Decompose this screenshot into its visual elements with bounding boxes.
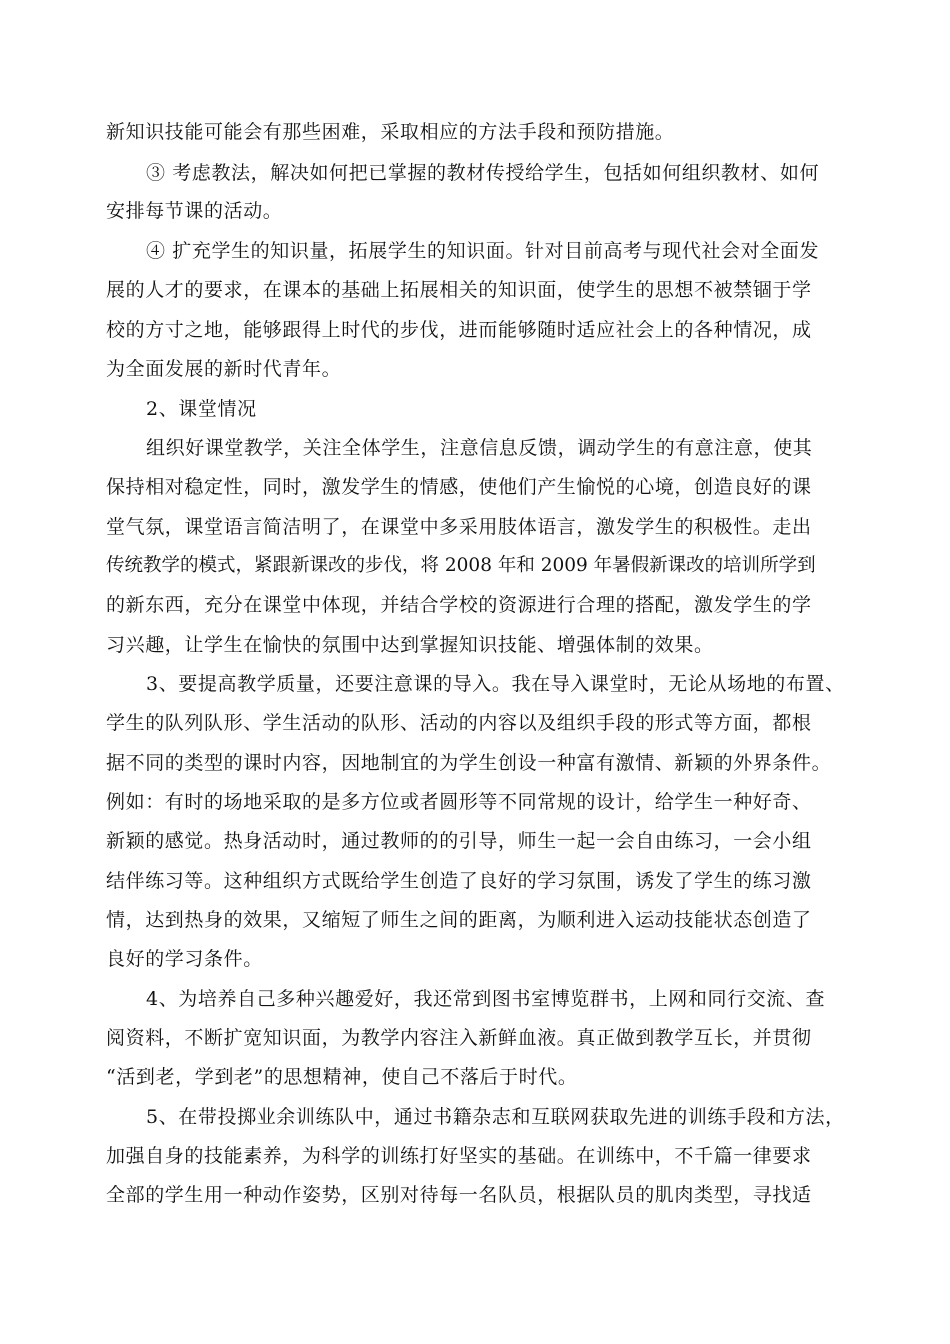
text-line: 结伴练习等。这种组织方式既给学生创造了良好的学习氛围，诱发了学生的练习激 (106, 870, 812, 892)
text-line: ③ 考虑教法，解决如何把已掌握的教材传授给学生，包括如何组织教材、如何 (146, 162, 820, 184)
text-line: 为全面发展的新时代青年。 (106, 358, 342, 380)
text-line: 加强自身的技能素养，为科学的训练打好坚实的基础。在训练中，不千篇一律要求 (106, 1145, 812, 1167)
text-line: 4、为培养自己多种兴趣爱好，我还常到图书室博览群书，上网和同行交流、查 (146, 988, 826, 1010)
text-line: 的新东西，充分在课堂中体现，并结合学校的资源进行合理的搭配，激发学生的学 (106, 594, 812, 616)
text-line: 新颖的感觉。热身活动时，通过教师的的引导，师生一起一会自由练习，一会小组 (106, 830, 812, 852)
text-line: 阅资料，不断扩宽知识面，为教学内容注入新鲜血液。真正做到教学互长，并贯彻 (106, 1027, 812, 1049)
text-line: 5、在带投掷业余训练队中，通过书籍杂志和互联网获取先进的训练手段和方法， (146, 1106, 845, 1128)
text-line: 传统教学的模式，紧跟新课改的步伐，将 2008 年和 2009 年暑假新课改的培训所学到 (106, 555, 816, 576)
text-line: 组织好课堂教学，关注全体学生，注意信息反馈，调动学生的有意注意，使其 (146, 437, 813, 459)
text-line: 情，达到热身的效果，又缩短了师生之间的距离，为顺利进入运动技能状态创造了 (106, 909, 812, 931)
text-line: 全部的学生用一种动作姿势，区别对待每一名队员，根据队员的肌肉类型，寻找适 (106, 1184, 812, 1206)
text-line: 据不同的类型的课时内容，因地制宜的为学生创设一种富有激情、新颖的外界条件。 (106, 752, 832, 774)
section-heading: 2、课堂情况 (146, 398, 257, 420)
text-line: 3、要提高教学质量，还要注意课的导入。我在导入课堂时，无论从场地的布置、 (146, 673, 845, 695)
text-line: 良好的学习条件。 (106, 948, 263, 970)
text-line: 堂气氛，课堂语言简洁明了，在课堂中多采用肢体语言，激发学生的积极性。走出 (106, 516, 812, 538)
text-line: 新知识技能可能会有那些困难，采取相应的方法手段和预防措施。 (106, 121, 675, 143)
text-line: “活到老，学到老”的思想精神，使自己不落后于时代。 (106, 1066, 578, 1088)
text-line: ④ 扩充学生的知识量，拓展学生的知识面。针对目前高考与现代社会对全面发 (146, 240, 820, 262)
text-line: 例如：有时的场地采取的是多方位或者圆形等不同常规的设计，给学生一种好奇、 (106, 791, 812, 813)
text-line: 习兴趣，让学生在愉快的氛围中达到掌握知识技能、增强体制的效果。 (106, 634, 714, 656)
text-line: 展的人才的要求，在课本的基础上拓展相关的知识面，使学生的思想不被禁锢于学 (106, 279, 812, 301)
text-line: 保持相对稳定性，同时，激发学生的情感，使他们产生愉悦的心境，创造良好的课 (106, 476, 812, 498)
text-line: 学生的队列队形、学生活动的队形、活动的内容以及组织手段的形式等方面，都根 (106, 712, 812, 734)
text-line: 安排每节课的活动。 (106, 200, 283, 222)
text-line: 校的方寸之地，能够跟得上时代的步伐，进而能够随时适应社会上的各种情况，成 (106, 319, 812, 341)
